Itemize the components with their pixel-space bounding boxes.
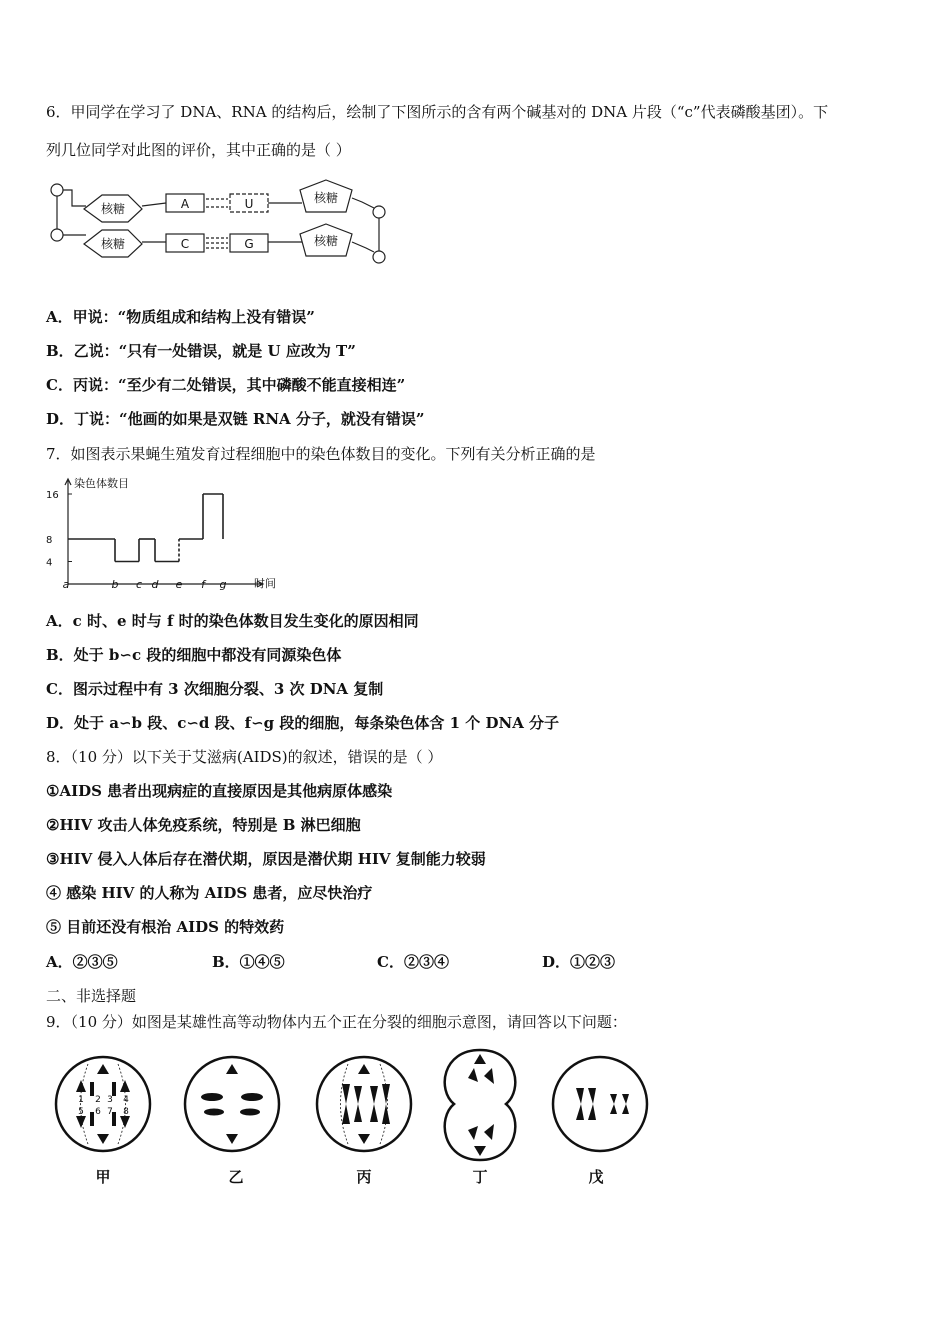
chromosome-count-chart	[40, 474, 280, 594]
phosphate-left-top	[51, 184, 63, 196]
x-tick-e: e	[175, 578, 183, 591]
q7-option-a[interactable]: A．c 时、e 时与 f 时的染色体数目发生变化的原因相同	[46, 612, 419, 630]
x-tick-g: g	[219, 578, 227, 591]
cell-label-jia: 甲	[95, 1168, 111, 1186]
base-G-label: G	[244, 237, 254, 251]
cell-label-ding: 丁	[472, 1168, 488, 1186]
x-tick-b: b	[111, 578, 119, 591]
sugar-left-bottom-label: 核糖	[100, 237, 126, 251]
x-tick-d: d	[151, 578, 159, 591]
cell-ding	[445, 1050, 516, 1160]
q8-item-4: ④ 感染 HIV 的人称为 AIDS 患者，应尽快治疗	[46, 884, 373, 902]
section-title: 二、非选择题	[46, 987, 137, 1005]
phosphate-right-top	[373, 206, 385, 218]
x-tick-a: a	[62, 578, 70, 591]
cell-number-2: 2	[95, 1095, 101, 1105]
q8-stem: 8．（10 分）以下关于艾滋病(AIDS)的叙述，错误的是（ ）	[46, 748, 443, 766]
q7-option-c[interactable]: C．图示过程中有 3 次细胞分裂、3 次 DNA 复制	[46, 680, 384, 698]
cell-number-1: 1	[78, 1095, 84, 1105]
phosphate-right-bottom	[373, 251, 385, 263]
y-tick-8: 8	[46, 535, 53, 546]
q6-option-c[interactable]: C．丙说：“至少有二处错误，其中磷酸不能直接相连”	[46, 376, 406, 394]
q8-item-5: ⑤ 目前还没有根治 AIDS 的特效药	[46, 918, 285, 936]
cell-division-figure	[48, 1042, 688, 1192]
base-U-label: U	[244, 197, 254, 211]
cell-label-yi: 乙	[228, 1168, 244, 1186]
q8-item-2: ②HIV 攻击人体免疫系统，特别是 B 淋巴细胞	[46, 816, 361, 834]
y-tick-16: 16	[46, 490, 59, 501]
dna-fragment-diagram	[44, 178, 404, 278]
cell-number-7: 7	[107, 1107, 113, 1117]
base-C-label: C	[180, 237, 190, 251]
cell-label-bing: 丙	[356, 1168, 372, 1186]
q6-stem-line1: 6．甲同学在学习了 DNA、RNA 的结构后，绘制了下图所示的含有两个碱基对的 DNA 片段（“c”代表磷酸基团）。下	[46, 103, 829, 121]
q6-stem-line2: 列几位同学对此图的评价，其中正确的是（ ）	[46, 141, 351, 159]
q8-option-a[interactable]: A．②③⑤	[46, 953, 118, 971]
q7-stem: 7．如图表示果蝇生殖发育过程细胞中的染色体数目的变化。下列有关分析正确的是	[46, 445, 596, 463]
sugar-right-top-label: 核糖	[313, 191, 339, 205]
sugar-left-top-label: 核糖	[100, 202, 126, 216]
cell-number-5: 5	[78, 1107, 84, 1117]
cell-wu	[553, 1057, 647, 1151]
y-tick-4: 4	[46, 557, 53, 569]
phosphate-left-bottom	[51, 229, 63, 241]
cell-label-wu: 戊	[588, 1168, 604, 1186]
x-tick-f: f	[201, 578, 205, 591]
sugar-right-bottom-label: 核糖	[313, 234, 339, 248]
cell-number-3: 3	[107, 1095, 113, 1105]
q8-option-b[interactable]: B．①④⑤	[212, 953, 285, 971]
q8-item-3: ③HIV 侵入人体后存在潜伏期，原因是潜伏期 HIV 复制能力较弱	[46, 850, 486, 868]
q7-option-b[interactable]: B．处于 b∽c 段的细胞中都没有同源染色体	[46, 646, 342, 664]
base-A-label: A	[180, 197, 190, 211]
q6-option-d[interactable]: D．丁说：“他画的如果是双链 RNA 分子，就没有错误”	[46, 410, 425, 428]
q7-option-d[interactable]: D．处于 a∽b 段、c∽d 段、f∽g 段的细胞，每条染色体含 1 个 DNA 分子	[46, 714, 560, 732]
q8-option-d[interactable]: D．①②③	[542, 953, 616, 971]
q8-item-1: ①AIDS 患者出现病症的直接原因是其他病原体感染	[46, 782, 393, 800]
cell-number-6: 6	[95, 1107, 101, 1117]
q9-stem: 9．（10 分）如图是某雄性高等动物体内五个正在分裂的细胞示意图，请回答以下问题：	[46, 1013, 627, 1031]
cell-number-8: 8	[123, 1107, 129, 1117]
cell-number-4: 4	[123, 1095, 129, 1105]
q6-option-b[interactable]: B．乙说：“只有一处错误，就是 U 应改为 T”	[46, 342, 356, 360]
x-tick-c: c	[135, 578, 143, 591]
y-axis-label: 染色体数目	[74, 477, 129, 490]
x-axis-label: 时间	[254, 577, 276, 590]
q6-option-a[interactable]: A．甲说：“物质组成和结构上没有错误”	[46, 308, 315, 326]
q8-option-c[interactable]: C．②③④	[377, 953, 449, 971]
